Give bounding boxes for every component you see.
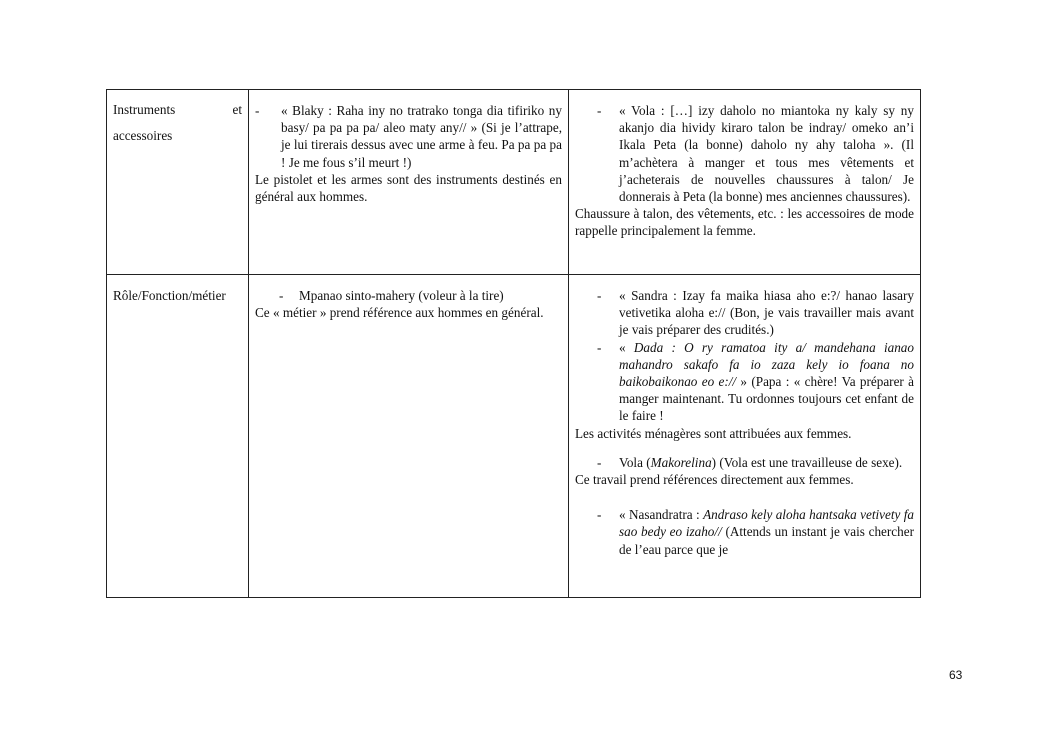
quote-rest: » (Papa : « chère! Va préparer à manger maintenant. Tu ordonnes toujours cet enfant de le faire !: [619, 374, 915, 424]
men-examples-cell: [249, 90, 569, 275]
quote-post: ) (Vola est une travailleuse de sexe).: [711, 454, 903, 470]
list-item: [575, 339, 914, 425]
quote-italic: Andraso kely aloha hantsaka vetivety fa sao bedy eo izaho//: [619, 507, 914, 540]
bullet-dash: -: [255, 103, 260, 118]
quote-pre: « Nasandratra :: [619, 507, 704, 523]
quote-open: «: [619, 339, 634, 355]
comment-text: Ce travail prend références directement aux femmes.: [575, 472, 854, 488]
table-row: [107, 275, 921, 598]
quote-pre: Vola (: [619, 454, 651, 470]
list-item: [575, 454, 914, 471]
analysis-table: [106, 89, 921, 598]
bullet-dash: -: [597, 103, 602, 118]
quote-italic: Dada : O ry ramatoa ity a/ mandehana ianao mahandro sakafo fa io zaza kely io foana no baikobaikonao eo e://: [619, 339, 914, 390]
quote-text: Mpanao sinto-mahery (voleur à la tire): [299, 288, 504, 303]
women-examples-cell: [569, 90, 921, 275]
list-item: [255, 102, 562, 171]
quote-italic: Makorelina: [650, 454, 712, 470]
comment-text: Les activités ménagères sont attribuées aux femmes.: [575, 425, 852, 441]
men-examples-cell: [249, 275, 569, 598]
bullet-dash: -: [597, 454, 602, 470]
quote-text: « Sandra : Izay fa maika hiasa aho e:?/ hanao lasary vetivetika aloha e:// (Bon, je vais travailler mais avant je vais préparer des crudités.): [619, 288, 914, 338]
bullet-dash: -: [597, 288, 602, 303]
category-line: accessoires: [113, 128, 173, 143]
bullet-dash: -: [279, 288, 284, 303]
table-row: [107, 90, 921, 275]
women-examples-cell: [569, 275, 921, 598]
comment-text: Chaussure à talon, des vêtements, etc. : les accessoires de mode rappelle principalement la femme.: [575, 206, 914, 239]
quote-text: « Vola : […] izy daholo no miantoka ny kaly sy ny akanjo dia hividy kiraro talon be indray/ omeko an’i Ikala Peta (la bonne) daholo ny ahy taloha ». (Il m’achètera à manger et tous mes vêtements et j’acheterais de nouvelles chaussures à talon/ Je donnerais à Peta (la bonne) mes anciennes chaussures).: [619, 103, 914, 205]
comment-text: Ce « métier » prend référence aux hommes en général.: [255, 305, 544, 321]
category-cell: [107, 275, 249, 598]
bullet-dash: -: [597, 339, 602, 355]
list-item: [575, 102, 914, 205]
category-label: [113, 97, 242, 149]
comment-text: Le pistolet et les armes sont des instruments destinés en général aux hommes.: [255, 171, 562, 205]
page-number: 63: [949, 668, 963, 682]
category-line: Instruments et: [113, 102, 242, 117]
list-item: [575, 506, 914, 558]
category-label: Rôle/Fonction/métier: [113, 288, 226, 303]
bullet-dash: -: [597, 507, 602, 523]
category-cell: [107, 90, 249, 275]
list-item: [575, 287, 914, 339]
list-item: [255, 287, 562, 304]
quote-text: « Blaky : Raha iny no tratrako tonga dia tifiriko ny basy/ pa pa pa pa/ aleo maty any// » (Si je l’attrape, je lui tirerais dessus avec une arme à feu. Pa pa pa pa ! Je me fous s’il meurt !): [281, 103, 562, 170]
quote-post: (Attends un instant je vais chercher de l’eau parce que je: [619, 524, 914, 557]
